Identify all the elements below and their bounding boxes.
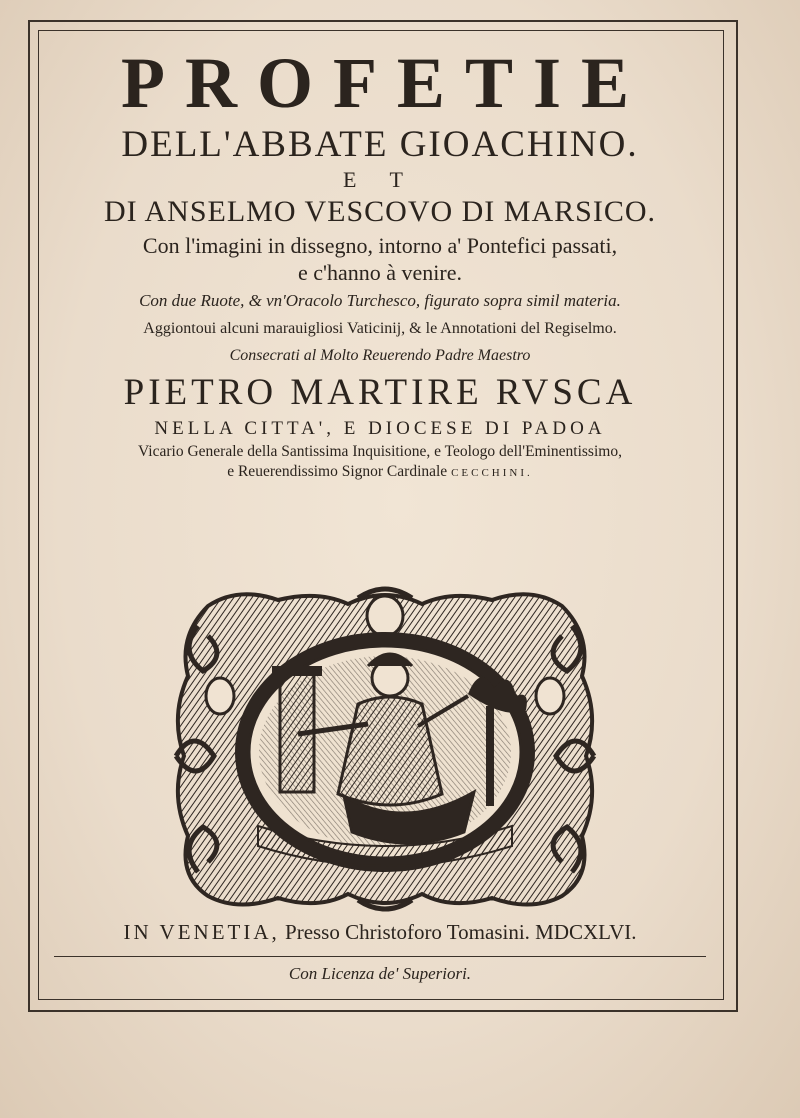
imprint-line: [40, 918, 720, 946]
vicar-line-1: Vicario Generale della Santissima Inquisitione, e Teologo dell'Eminentissimo,: [138, 443, 622, 460]
wheels-oracle-line: Con due Ruote, & vn'Oracolo Turchesco, figurato sopra simil materia.: [139, 291, 621, 310]
book-title: PROFETIE: [120, 43, 650, 123]
imprint-year: MDCXLVI.: [535, 920, 637, 944]
cardinal-name: CECCHINI.: [451, 467, 533, 479]
imprint-city: IN VENETIA,: [123, 920, 280, 944]
dedicatee-name: PIETRO MARTIRE RVSCA: [123, 372, 637, 413]
woodcut-graphic: [168, 586, 602, 912]
title-block: [40, 44, 720, 483]
additions-line: Aggiontoui alcuni marauigliosi Vaticinij, & le Annotationi del Regiselmo.: [143, 320, 617, 337]
license-line: Con Licenza de' Superiori.: [288, 964, 472, 983]
imprint-divider: [54, 956, 706, 957]
imprint-printer: Presso Christoforo Tomasini.: [285, 920, 530, 944]
conjunction-et: E T: [343, 167, 417, 192]
subtitle-gioachino: DELL'ABBATE GIOACHINO.: [121, 124, 639, 165]
vicar-line-2-prefix: e Reuerendissimo Signor Cardinale: [227, 463, 448, 480]
subtitle-anselmo: DI ANSELMO VESCOVO DI MARSICO.: [104, 195, 656, 228]
dedication-line: Consecrati al Molto Reuerendo Padre Maestro: [229, 347, 531, 364]
description-line-2: e c'hanno à venire.: [298, 260, 462, 285]
ornamental-cartouche-woodcut-icon: [168, 586, 602, 912]
vicar-line-2: [40, 462, 720, 483]
dedicatee-place: NELLA CITTA', E DIOCESE DI PADOA: [154, 418, 606, 439]
description-line-1: Con l'imagini in dissegno, intorno a' Pontefici passati,: [142, 233, 618, 258]
